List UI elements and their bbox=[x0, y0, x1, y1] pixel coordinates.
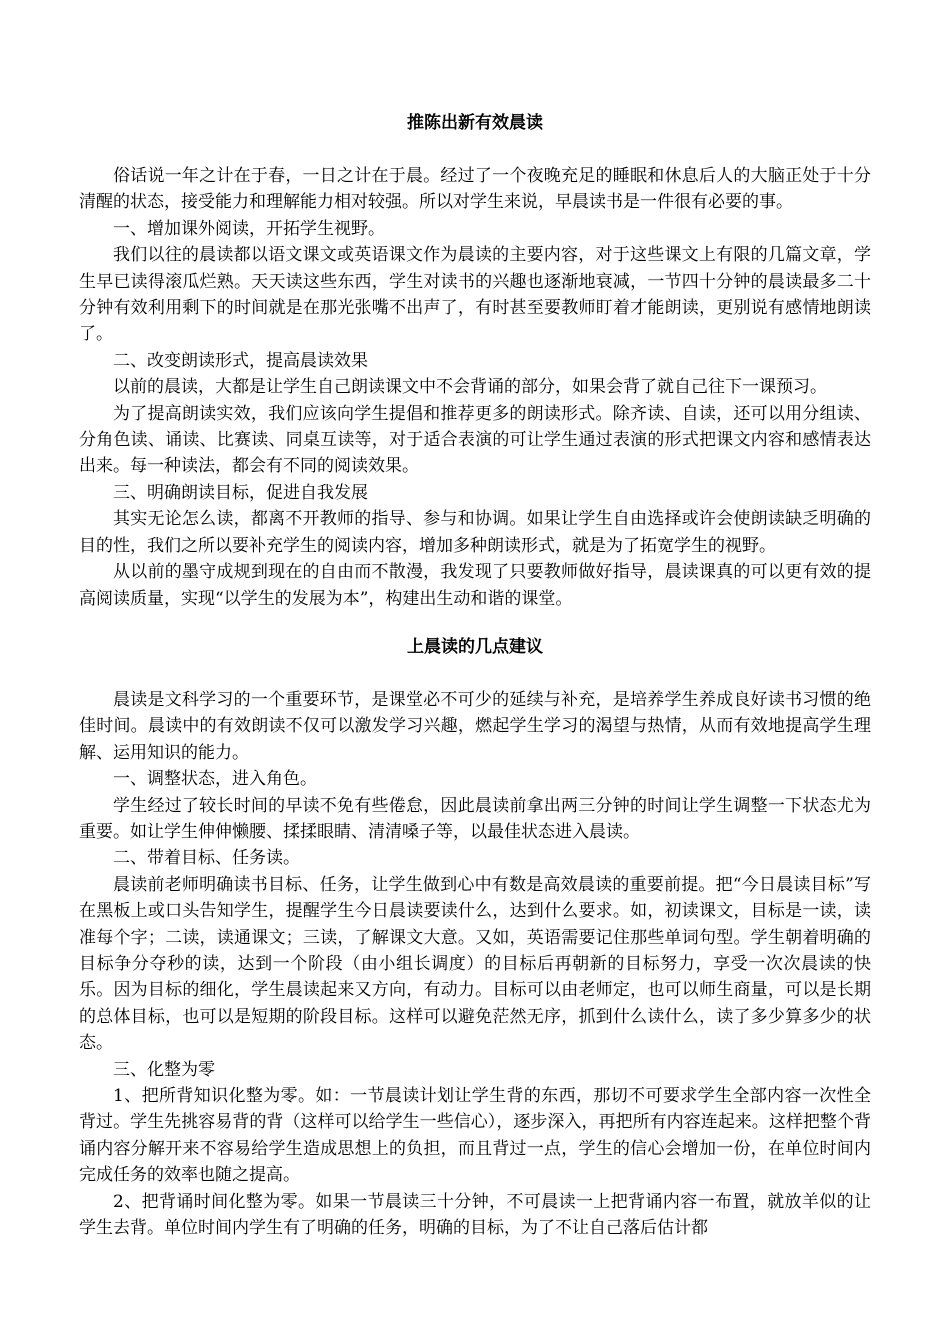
section-heading: 二、改变朗读形式，提高晨读效果 bbox=[113, 350, 368, 371]
section-heading: 一、调整状态，进入角色。 bbox=[113, 769, 317, 790]
paragraph: 学生经过了较长时间的早读不免有些倦怠，因此晨读前拿出两三分钟的时间让学生调整一下状态尤为重要。如让学生伸伸懒腰、揉揉眼睛、清清嗓子等，以最佳状态进入晨读。 bbox=[79, 795, 871, 842]
paragraph: 晨读是文科学习的一个重要环节，是课堂必不可少的延续与补充，是培养学生养成良好读书习惯的绝佳时间。晨读中的有效朗读不仅可以激发学习兴趣，燃起学生学习的渴望与热情，从而有效地提高学生理解、运用知识的能力。 bbox=[79, 689, 871, 763]
paragraph: 我们以往的晨读都以语文课文或英语课文作为晨读的主要内容，对于这些课文上有限的几篇文章，学生早已读得滚瓜烂熟。天天读这些东西，学生对读书的兴趣也逐渐地衰减，一节四十分钟的晨读最多二十分钟有效利用剩下的时间就是在那光张嘴不出声了，有时甚至要教师盯着才能朗读，更别说有感情地朗读了。 bbox=[79, 245, 871, 345]
section-heading: 三、化整为零 bbox=[113, 1059, 215, 1080]
article-title: 上晨读的几点建议 bbox=[407, 636, 543, 657]
document-page bbox=[79, 110, 871, 1241]
paragraph: 以前的晨读，大都是让学生自己朗读课文中不会背诵的部分，如果会背了就自己往下一课预习。 bbox=[113, 377, 827, 398]
paragraph: 2、把背诵时间化整为零。如果一节晨读三十分钟，不可晨读一上把背诵内容一布置，就放羊似的让学生去背。单位时间内学生有了明确的任务，明确的目标，为了不让自己落后估计都 bbox=[79, 1191, 871, 1239]
section-heading: 二、带着目标、任务读。 bbox=[113, 848, 300, 869]
paragraph: 1、把所背知识化整为零。如：一节晨读计划让学生背的东西，那切不可要求学生全部内容一次性全背过。学生先挑容易背的背（这样可以给学生一些信心），逐步深入，再把所有内容连起来。这样把整个背诵内容分解开来不容易给学生造成思想上的负担，而且背过一点，学生的信心会增加一份，在单位时间内完成任务的效率也随之提高。 bbox=[79, 1086, 871, 1186]
paragraph: 为了提高朗读实效，我们应该向学生提倡和推荐更多的朗读形式。除齐读、自读，还可以用分组读、分角色读、诵读、比赛读、同桌互读等，对于适合表演的可让学生通过表演的形式把课文内容和感情表达出来。每一种读法，都会有不同的阅读效果。 bbox=[79, 403, 871, 477]
paragraph: 晨读前老师明确读书目标、任务，让学生做到心中有数是高效晨读的重要前提。把“今日晨读目标”写在黑板上或口头告知学生，提醒学生今日晨读要读什么，达到什么要求。如，初读课文，目标是一读，读准每个字；二读，读通课文；三读，了解课文大意。又如，英语需要记住那些单词句型。学生朝着明确的目标争分夺秒的读，达到一个阶段（由小组长调度）的目标后再朝新的目标努力，享受一次次晨读的快乐。因为目标的细化，学生晨读起来又方向，有动力。目标可以由老师定，也可以师生商量，可以是长期的总体目标，也可以是短期的阶段目标。这样可以避免茫然无序，抓到什么读什么，读了多少算多少的状态。 bbox=[79, 874, 871, 1054]
paragraph: 从以前的墨守成规到现在的自由而不散漫，我发现了只要教师做好指导，晨读课真的可以更有效的提高阅读质量，实现“以学生的发展为本”，构建出生动和谐的课堂。 bbox=[79, 562, 871, 609]
paragraph: 其实无论怎么读，都离不开教师的指导、参与和协调。如果让学生自由选择或许会使朗读缺乏明确的目的性，我们之所以要补充学生的阅读内容，增加多种朗读形式，就是为了拓宽学生的视野。 bbox=[79, 509, 871, 556]
article-title: 推陈出新有效晨读 bbox=[407, 113, 543, 133]
section-heading: 一、增加课外阅读，开拓学生视野。 bbox=[113, 218, 385, 239]
paragraph: 俗话说一年之计在于春，一日之计在于晨。经过了一个夜晚充足的睡眠和休息后人的大脑正处于十分清醒的状态，接受能力和理解能力相对较强。所以对学生来说，早晨读书是一件很有必要的事。 bbox=[79, 166, 871, 213]
section-heading: 三、明确朗读目标，促进自我发展 bbox=[113, 482, 368, 503]
